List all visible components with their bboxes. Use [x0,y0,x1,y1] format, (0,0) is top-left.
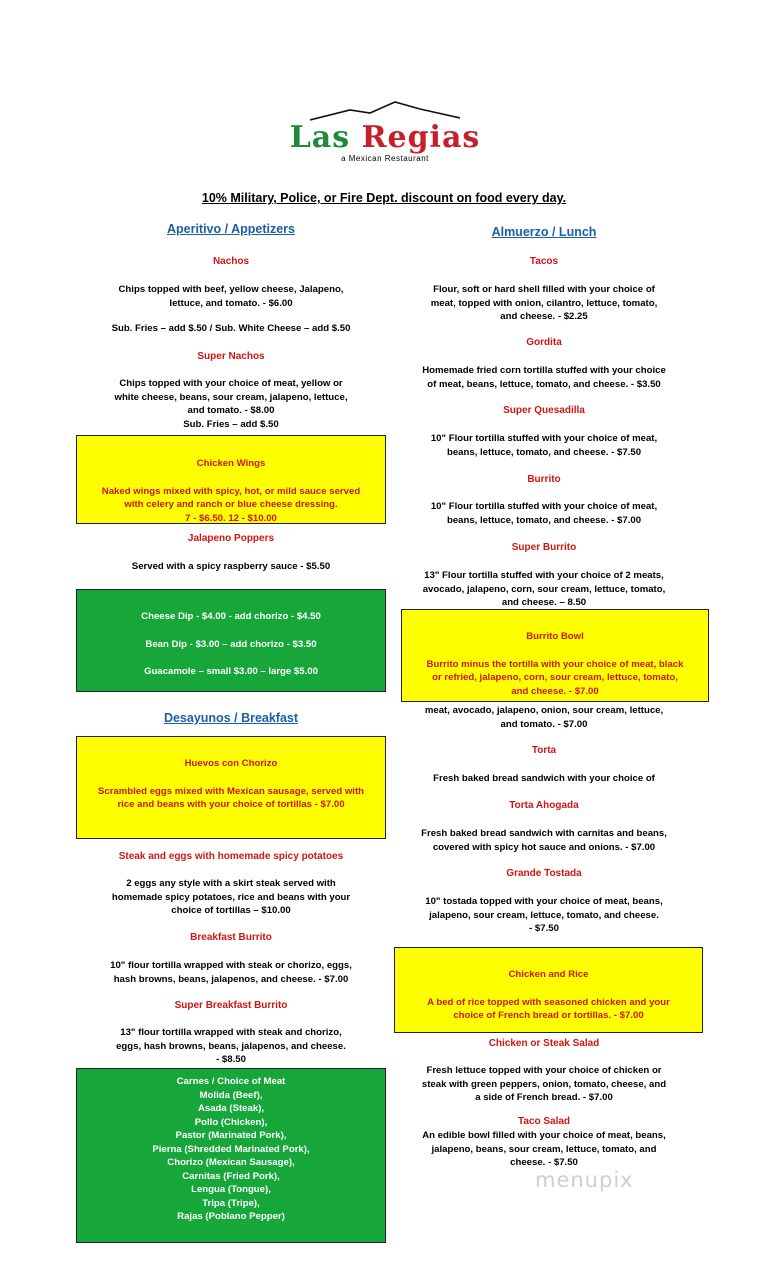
gordita-desc: Homemade fried corn tortilla stuffed with your choice of meat, beans, lettuce, tomato, and cheese. - $3.50 [422,365,666,390]
burrito-desc: 10" Flour tortilla stuffed with your choice of meat, beans, lettuce, tomato, and cheese. - $7.00 [430,501,658,526]
super-breakfast-burrito-desc: 13" flour tortilla wrapped with steak and chorizo, eggs, hash browns, beans, jalapenos, and cheese. - $8.50 [116,1027,346,1065]
torta-ahogada-desc: Fresh baked bread sandwich with carnitas and beans, covered with spicy hot sauce and onions. - $7.00 [421,828,667,853]
meat-item: Tripa (Tripe), [202,1197,260,1209]
steak-eggs-desc: 2 eggs any style with a skirt steak served with homemade spicy potatoes, rice and beans with your choice of tortillas – $10.00 [111,878,351,916]
meat-item: Pastor (Marinated Pork), [175,1130,287,1141]
bean-dip: Bean Dip - $3.00 – add chorizo - $3.50 [145,638,317,650]
torta-ahogada-name: Torta Ahogada [509,800,579,811]
super-breakfast-burrito-name: Super Breakfast Burrito [174,1000,288,1011]
chicken-rice-box [394,947,703,1033]
super-quesadilla-name: Super Quesadilla [503,405,585,416]
huevos-box [76,736,386,839]
super-nachos-name: Super Nachos [197,351,265,362]
breakfast-heading: Desayunos / Breakfast [163,711,299,725]
taco-salad-name: Taco Salad [517,1116,571,1127]
meat-item: Molida (Beef), [199,1089,263,1101]
chicken-rice-name: Chicken and Rice [508,969,589,980]
tacos-name: Tacos [529,256,559,267]
cheese-dip: Cheese Dip - $4.00 - add chorizo - $4.50 [141,611,321,622]
meat-item: Pierna (Shredded Marinated Pork), [152,1143,310,1155]
tacos-desc: Flour, soft or hard shell filled with your choice of meat, topped with onion, cilantro, lettuce, tomato, and cheese. - $2.25 [430,284,658,322]
salad-name: Chicken or Steak Salad [488,1038,600,1049]
super-burrito-desc: 13" Flour tortilla stuffed with your choice of 2 meats, avocado, jalapeno, corn, sour cream, lettuce, tomato, and cheese. – 8.50 [422,570,666,608]
chicken-wings-name: Chicken Wings [196,458,266,469]
meat-item: Asada (Steak), [197,1103,265,1114]
logo-name: Las Regias [289,120,481,155]
nachos-subs: Sub. Fries – add $.50 / Sub. White Cheese – add $.50 [111,323,351,334]
appetizers-heading: Aperitivo / Appetizers [166,222,296,236]
mountain-icon [310,100,460,122]
super-nachos-desc: Chips topped with your choice of meat, yellow or white cheese, beans, sour cream, jalapeno, lettuce, and tomato. - $8.00 Sub. Fries – add $.50 [114,378,348,430]
lunch-heading: Almuerzo / Lunch [491,225,597,239]
grande-tostada-desc: 10" tostada topped with your choice of meat, beans, jalapeno, sour cream, lettuce, tomato, and cheese. - $7.50 [425,896,663,934]
steak-eggs-name: Steak and eggs with homemade spicy potatoes [118,851,344,862]
jalapeno-poppers-desc: Served with a spicy raspberry sauce - $5.50 [131,561,331,572]
logo [280,100,490,170]
discount-banner: 10% Military, Police, or Fire Dept. discount on food every day. [201,191,567,205]
taco-salad-desc: An edible bowl filled with your choice of meat, beans, jalapeno, beans, sour cream, lettuce, tomato, and cheese. - $7.50 [422,1130,666,1168]
meat-item: Carnitas (Fried Pork), [182,1170,280,1182]
meat-item: Lengua (Tongue), [191,1184,271,1195]
burrito-name: Burrito [527,474,561,485]
watermark: menupix [535,1168,634,1192]
huevos-desc: Scrambled eggs mixed with Mexican sausage, served with rice and beans with your choice of tortillas - $7.00 [97,785,365,810]
burrito-bowl-box [401,609,709,702]
overflow-desc: meat, avocado, jalapeno, onion, sour cream, lettuce, and tomato. - $7.00 [424,705,664,730]
salad-desc: Fresh lettuce topped with your choice of chicken or steak with green peppers, onion, tomato, cheese, and a side of French bread. - $7.00 [421,1065,667,1103]
burrito-bowl-name: Burrito Bowl [526,631,584,642]
torta-name: Torta [531,745,557,756]
meat-item: Pollo (Chicken), [194,1116,268,1128]
gordita-name: Gordita [526,337,562,348]
chicken-rice-desc: A bed of rice topped with seasoned chicken and your choice of French bread or tortillas. - $7.00 [427,996,670,1021]
chicken-wings-box [76,435,386,524]
guacamole: Guacamole – small $3.00 – large $5.00 [144,666,318,677]
chicken-wings-desc: Naked wings mixed with spicy, hot, or mild sauce served with celery and ranch or blue cheese dressing. 7 - $6.50. 12 - $10.00 [101,485,361,524]
breakfast-burrito-desc: 10" flour tortilla wrapped with steak or chorizo, eggs, hash browns, beans, jalapenos, and cheese. - $7.00 [110,960,352,985]
jalapeno-poppers-name: Jalapeno Poppers [187,533,275,544]
super-burrito-name: Super Burrito [511,542,577,553]
burrito-bowl-desc: Burrito minus the tortilla with your choice of meat, black or refried, jalapeno, corn, sour cream, lettuce, tomato, and cheese. - $7.00 [426,658,684,697]
grande-tostada-name: Grande Tostada [506,868,582,879]
nachos-desc: Chips topped with beef, yellow cheese, Jalapeno, lettuce, and tomato. - $6.00 [118,284,344,309]
dips-box [76,589,386,692]
logo-tagline: a Mexican Restaurant [341,154,429,163]
torta-desc: Fresh baked bread sandwich with your choice of [433,773,655,784]
breakfast-burrito-name: Breakfast Burrito [190,932,272,943]
meats-box [76,1068,386,1243]
meat-item: Chorizo (Mexican Sausage), [167,1157,295,1168]
meats-heading: Carnes / Choice of Meat [176,1076,286,1087]
nachos-name: Nachos [212,256,250,267]
meat-item: Rajas (Poblano Pepper) [177,1211,285,1222]
super-quesadilla-desc: 10" Flour tortilla stuffed with your choice of meat, beans, lettuce, tomato, and cheese. - $7.50 [430,433,658,458]
huevos-name: Huevos con Chorizo [184,758,278,769]
